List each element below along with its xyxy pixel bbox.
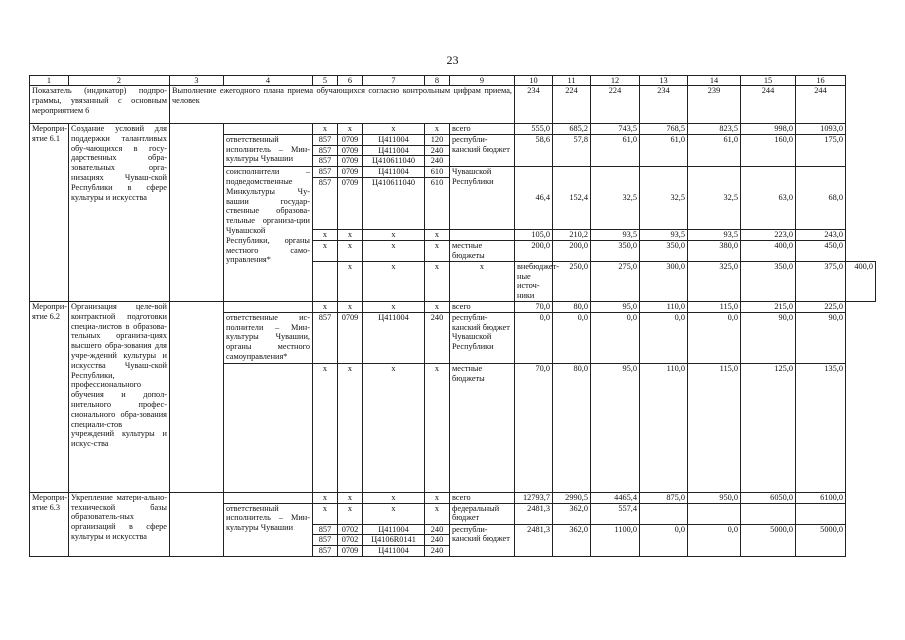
cell-value: Ц411004 — [363, 546, 425, 557]
cell-value: 95,0 — [591, 363, 640, 492]
cell-value: x — [363, 261, 425, 301]
cell-value: x — [338, 124, 363, 135]
cell-value: 0,0 — [591, 312, 640, 363]
cell-value: 857 — [313, 524, 338, 535]
cell-value: 240 — [425, 524, 450, 535]
cell-value: 225,0 — [796, 301, 846, 312]
cell-value: 350,0 — [640, 240, 688, 261]
cell-value: x — [363, 503, 425, 524]
funding-source: всего — [450, 492, 515, 503]
cell-value: 557,4 — [591, 503, 640, 524]
funding-source: внебюджет-ные источ-ники — [515, 261, 553, 301]
cell-value: 0,0 — [515, 312, 553, 363]
cell-value: Ц410611040 — [363, 156, 425, 167]
cell-value: 110,0 — [640, 363, 688, 492]
cell-value: 57,8 — [553, 134, 591, 166]
indicator-text: Выполнение ежегодного плана приема обучающихся согласно контрольным цифрам приема, человек — [170, 86, 515, 124]
empty-cell — [224, 492, 313, 503]
cell-value: 200,0 — [553, 240, 591, 261]
funding-source: Чувашской Республики — [450, 167, 515, 230]
cell-value: 998,0 — [741, 124, 796, 135]
cell-value: 240 — [425, 156, 450, 167]
cell-value: x — [425, 503, 450, 524]
cell-value: 0709 — [338, 145, 363, 156]
funding-source: местные бюджеты — [450, 240, 515, 261]
col-num: 5 — [313, 76, 338, 86]
cell-value: 2481,3 — [515, 524, 553, 556]
indicator-value: 234 — [515, 86, 553, 124]
cell-value: 46,4 — [515, 167, 553, 230]
cell-value: Ц411004 — [363, 134, 425, 145]
measure-name: Организация целе-вой контрактной подготовки специа-листов в образова-тельных организа-циях высшего обра-зования для учре-ждений культуры и искусства Чуваш-ской Республики, профессионального обучения и допол-нительного профес-сионального обра-зования специали-стов учреждений культуры и искус-ства — [69, 301, 170, 492]
cell-value: 95,0 — [591, 301, 640, 312]
indicator-value: 234 — [640, 86, 688, 124]
cell-value: 2990,5 — [553, 492, 591, 503]
cell-value: x — [425, 363, 450, 492]
cell-value: 325,0 — [688, 261, 741, 301]
cell-value: x — [425, 229, 450, 240]
funding-source: местные бюджеты — [450, 363, 515, 492]
cell-value: 0709 — [338, 156, 363, 167]
cell-value: 90,0 — [741, 312, 796, 363]
cell-value: x — [425, 492, 450, 503]
cell-value: x — [338, 503, 363, 524]
cell-value: 105,0 — [515, 229, 553, 240]
cell-value: x — [313, 240, 338, 261]
empty-cell — [224, 363, 313, 492]
cell-value: 350,0 — [741, 261, 796, 301]
cell-value: x — [313, 363, 338, 492]
col-num: 16 — [796, 76, 846, 86]
cell-value — [796, 503, 846, 524]
cell-value: x — [425, 301, 450, 312]
empty-cell — [313, 261, 338, 301]
funding-source: республи-канский бюджет — [450, 524, 515, 556]
funding-source: всего — [450, 301, 515, 312]
cell-value: 950,0 — [688, 492, 741, 503]
cell-value: 6050,0 — [741, 492, 796, 503]
empty-cell — [170, 124, 224, 302]
cell-value: x — [338, 261, 363, 301]
indicator-value: 244 — [796, 86, 846, 124]
cell-value: Ц4106R0141 — [363, 535, 425, 546]
cell-value: 63,0 — [741, 167, 796, 230]
cell-value: 857 — [313, 312, 338, 363]
cell-value: 0702 — [338, 535, 363, 546]
col-num: 7 — [363, 76, 425, 86]
cell-value: 743,5 — [591, 124, 640, 135]
cell-value: 61,0 — [640, 134, 688, 166]
cell-value: x — [313, 301, 338, 312]
cell-value: 250,0 — [553, 261, 591, 301]
col-num: 9 — [450, 76, 515, 86]
cell-value: 215,0 — [741, 301, 796, 312]
cell-value: 350,0 — [591, 240, 640, 261]
cell-value: 68,0 — [796, 167, 846, 230]
cell-value: 110,0 — [640, 301, 688, 312]
cell-value: Ц411004 — [363, 312, 425, 363]
cell-value — [688, 503, 741, 524]
cell-value: 2481,3 — [515, 503, 553, 524]
cell-value: 857 — [313, 145, 338, 156]
cell-value: 61,0 — [688, 134, 741, 166]
measure-name: Укрепление матери-ально-технической базы образователь-ных организаций в сфере культуры и искусства — [69, 492, 170, 556]
measure-code: Меропри-ятие 6.1 — [30, 124, 69, 302]
cell-value: 93,5 — [688, 229, 741, 240]
measure-code: Меропри-ятие 6.2 — [30, 301, 69, 492]
cell-value: 857 — [313, 156, 338, 167]
cell-value: Ц411004 — [363, 145, 425, 156]
cell-value: Ц411004 — [363, 167, 425, 178]
cell-value: x — [363, 492, 425, 503]
cell-value: 0709 — [338, 312, 363, 363]
cell-value: 125,0 — [741, 363, 796, 492]
cell-value: 80,0 — [553, 301, 591, 312]
cell-value: x — [425, 240, 450, 261]
cell-value: 0702 — [338, 524, 363, 535]
cell-value: 857 — [313, 546, 338, 557]
cell-value: 32,5 — [591, 167, 640, 230]
cell-value: x — [363, 363, 425, 492]
indicator-value: 239 — [688, 86, 741, 124]
cell-value: x — [450, 261, 515, 301]
cell-value: Ц410611040 — [363, 177, 425, 229]
executor: ответственные ис-полнители – Мин-культуры Чувашии, органы местного самоуправления* — [224, 312, 313, 363]
indicator-value: 224 — [591, 86, 640, 124]
cell-value: 375,0 — [796, 261, 846, 301]
cell-value: 300,0 — [640, 261, 688, 301]
cell-value: 5000,0 — [741, 524, 796, 556]
budget-table — [29, 75, 876, 557]
cell-value: 223,0 — [741, 229, 796, 240]
cell-value: 240 — [425, 535, 450, 546]
col-num: 8 — [425, 76, 450, 86]
cell-value: x — [338, 240, 363, 261]
column-number-row — [30, 76, 876, 86]
cell-value: x — [425, 261, 450, 301]
empty-cell — [224, 124, 313, 135]
empty-cell — [170, 492, 224, 556]
cell-value: 70,0 — [515, 301, 553, 312]
cell-value: 875,0 — [640, 492, 688, 503]
cell-value: 555,0 — [515, 124, 553, 135]
cell-value: 32,5 — [640, 167, 688, 230]
cell-value: 1100,0 — [591, 524, 640, 556]
cell-value: x — [338, 229, 363, 240]
executor: ответственный исполнитель – Мин-культуры Чувашии — [224, 503, 313, 556]
col-num: 6 — [338, 76, 363, 86]
cell-value: 610 — [425, 167, 450, 178]
col-num: 3 — [170, 76, 224, 86]
cell-value: 175,0 — [796, 134, 846, 166]
cell-value: Ц411004 — [363, 524, 425, 535]
indicator-value: 244 — [741, 86, 796, 124]
indicator-row — [30, 86, 876, 124]
cell-value: 857 — [313, 177, 338, 229]
cell-value: 243,0 — [796, 229, 846, 240]
cell-value: 210,2 — [553, 229, 591, 240]
cell-value: 90,0 — [796, 312, 846, 363]
cell-value: 0,0 — [688, 312, 741, 363]
cell-value: 93,5 — [591, 229, 640, 240]
indicator-label: Показатель (индикатор) подпро-граммы, увязанный с основным мероприятием 6 — [30, 86, 170, 124]
measure-name: Создание условий для поддержки талантливых обу-чающихся в госу-дарственных обра-зовательных орга-низациях Чуваш-ской Республики в сфере культуры и искусства — [69, 124, 170, 302]
cell-value: 4465,4 — [591, 492, 640, 503]
cell-value: 135,0 — [796, 363, 846, 492]
cell-value: x — [425, 124, 450, 135]
cell-value: 0,0 — [553, 312, 591, 363]
cell-value: 610 — [425, 177, 450, 229]
cell-value: 450,0 — [796, 240, 846, 261]
cell-value: 5000,0 — [796, 524, 846, 556]
table-row — [30, 301, 876, 312]
cell-value: 0,0 — [688, 524, 741, 556]
cell-value: 32,5 — [688, 167, 741, 230]
col-num: 14 — [688, 76, 741, 86]
executor: ответственный исполнитель – Мин-культуры Чувашии — [224, 134, 313, 166]
cell-value: 6100,0 — [796, 492, 846, 503]
cell-value: 823,5 — [688, 124, 741, 135]
cell-value: 200,0 — [515, 240, 553, 261]
cell-value: 12793,7 — [515, 492, 553, 503]
cell-value: 857 — [313, 134, 338, 145]
cell-value: 275,0 — [591, 261, 640, 301]
cell-value: x — [363, 301, 425, 312]
cell-value: 240 — [425, 312, 450, 363]
cell-value: 0,0 — [640, 524, 688, 556]
cell-value: 120 — [425, 134, 450, 145]
cell-value: 0709 — [338, 546, 363, 557]
cell-value: 685,2 — [553, 124, 591, 135]
cell-value: 400,0 — [846, 261, 876, 301]
cell-value: 115,0 — [688, 363, 741, 492]
col-num: 15 — [741, 76, 796, 86]
cell-value: 857 — [313, 535, 338, 546]
cell-value: 80,0 — [553, 363, 591, 492]
cell-value: 362,0 — [553, 524, 591, 556]
empty-cell — [170, 301, 224, 492]
table-row — [30, 492, 876, 503]
col-num: 12 — [591, 76, 640, 86]
cell-value: x — [363, 229, 425, 240]
cell-value: 857 — [313, 167, 338, 178]
empty-cell — [224, 301, 313, 312]
col-num: 13 — [640, 76, 688, 86]
cell-value: 0709 — [338, 167, 363, 178]
cell-value: 58,6 — [515, 134, 553, 166]
cell-value: x — [313, 229, 338, 240]
funding-source: федеральный бюджет — [450, 503, 515, 524]
col-num: 1 — [30, 76, 69, 86]
cell-value: 152,4 — [553, 167, 591, 230]
cell-value: 240 — [425, 145, 450, 156]
cell-value: 70,0 — [515, 363, 553, 492]
cell-value: 0,0 — [640, 312, 688, 363]
cell-value: x — [338, 492, 363, 503]
measure-code: Меропри-ятие 6.3 — [30, 492, 69, 556]
page-number: 23 — [446, 53, 459, 67]
funding-source: республи-канский бюджет Чувашской Республики — [450, 312, 515, 363]
col-num: 2 — [69, 76, 170, 86]
cell-value: x — [363, 240, 425, 261]
cell-value — [741, 503, 796, 524]
cell-value: x — [338, 363, 363, 492]
cell-value — [640, 503, 688, 524]
col-num: 10 — [515, 76, 553, 86]
executor: соисполнители – подведомственные Минкультуры Чу-вашии государ-ственные образова-тельные организа-ции Чувашской Республики, органы местного само-управления* — [224, 167, 313, 302]
cell-value: 1093,0 — [796, 124, 846, 135]
cell-value: 362,0 — [553, 503, 591, 524]
indicator-value: 224 — [553, 86, 591, 124]
cell-value: 115,0 — [688, 301, 741, 312]
cell-value: 160,0 — [741, 134, 796, 166]
cell-value: 93,5 — [640, 229, 688, 240]
col-num: 4 — [224, 76, 313, 86]
cell-value: 380,0 — [688, 240, 741, 261]
cell-value: x — [313, 492, 338, 503]
cell-value: 61,0 — [591, 134, 640, 166]
cell-value: x — [363, 124, 425, 135]
col-num: 11 — [553, 76, 591, 86]
funding-source: республи-канский бюджет — [450, 134, 515, 166]
cell-value: x — [313, 124, 338, 135]
cell-value: 0709 — [338, 134, 363, 145]
cell-value: 240 — [425, 546, 450, 557]
cell-value: 0709 — [338, 177, 363, 229]
cell-value: 768,5 — [640, 124, 688, 135]
cell-value: 400,0 — [741, 240, 796, 261]
table-row — [30, 124, 876, 135]
funding-source: всего — [450, 124, 515, 135]
cell-value: x — [338, 301, 363, 312]
cell-value: x — [313, 503, 338, 524]
empty-cell — [450, 229, 515, 240]
